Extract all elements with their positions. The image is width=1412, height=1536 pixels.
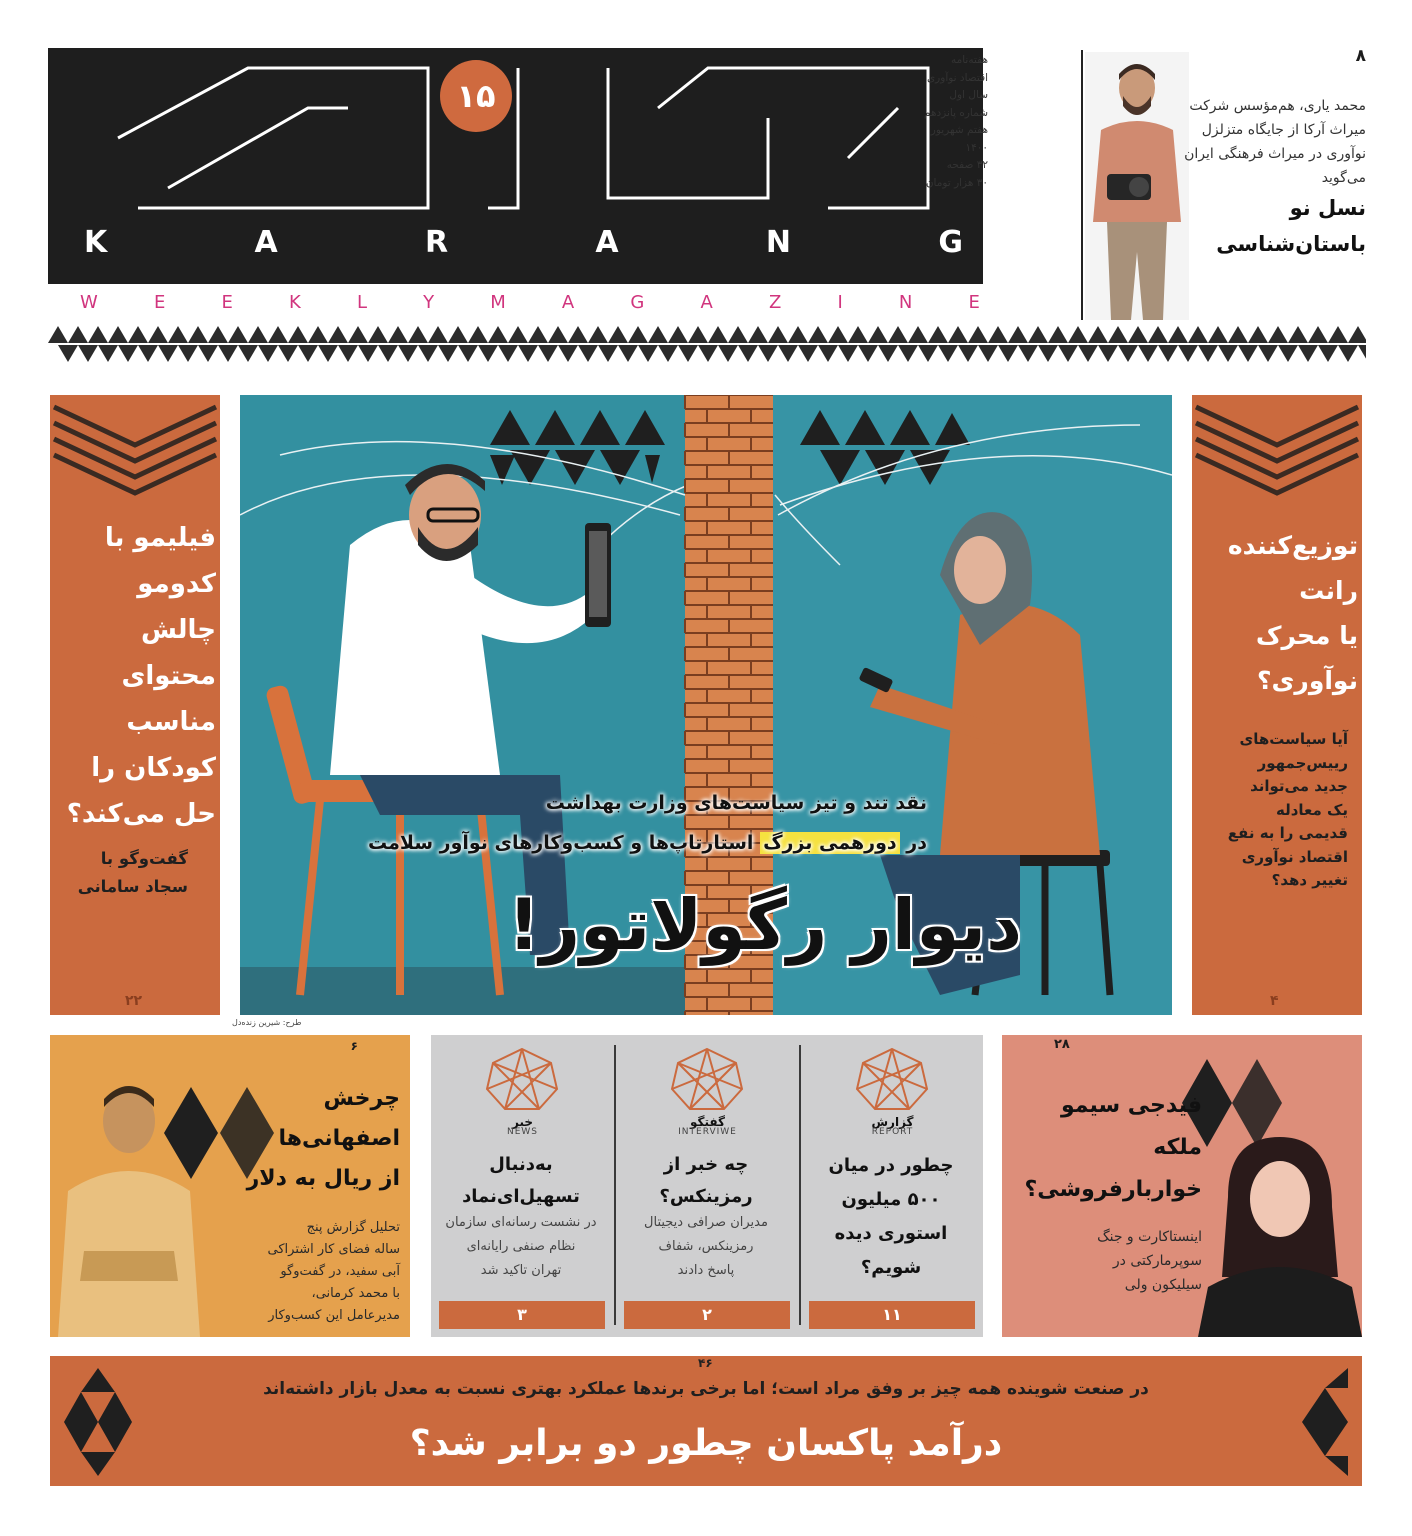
teaser-title-line: نسل نو	[1289, 196, 1366, 220]
left-story-panel[interactable]	[50, 395, 220, 1015]
banner-headline: درآمد پاکسان چطور دو برابر شد؟	[409, 1423, 1003, 1464]
news-sublabel: NEWS	[506, 1127, 539, 1137]
simo-title-line: خواربارفروشی؟	[1024, 1177, 1202, 1202]
simo-text-line: سیلیکون ولی	[1124, 1277, 1202, 1293]
tagline-letter: W	[80, 292, 98, 313]
interview-text-line: پاسخ دادند	[677, 1263, 735, 1278]
pakshoo-banner[interactable]	[50, 1356, 1362, 1486]
hero-kicker-post: استارتاپ‌ها و کسب‌وکارهای نوآور سلامت	[368, 832, 754, 854]
isfahan-text-line: ساله فضای کار اشتراکی	[267, 1242, 400, 1257]
tagline-letter: E	[153, 292, 166, 313]
illustration-credit: طرح: شیرین زنده‌دل	[232, 1018, 302, 1027]
simo-text-line: اینستاکارت و جنگ	[1097, 1229, 1202, 1245]
interview-column[interactable]	[616, 1035, 799, 1337]
right-panel-title	[1198, 523, 1358, 703]
logo-letter: N	[765, 225, 792, 260]
left-panel-page-number: ۲۲	[125, 993, 143, 1009]
hero-kicker-highlight: دورهمی بزرگ	[760, 832, 900, 854]
left-title-line: حل می‌کند؟	[66, 799, 216, 829]
logo-letter: K	[84, 225, 108, 260]
simo-text-line: سوپرمارکتی در	[1112, 1253, 1202, 1269]
interview-page-number: ۲	[624, 1301, 790, 1329]
report-title-line: چطور در میان	[828, 1155, 954, 1176]
left-title-line: کودکان را	[91, 753, 216, 783]
teaser-title[interactable]	[1166, 190, 1366, 262]
logo-letter: A	[254, 225, 278, 260]
right-panel-page-number: ۴	[1270, 993, 1279, 1009]
news-text-line: تهران تاکید شد	[480, 1263, 562, 1278]
meta-line: ۳۰ هزار تومان	[925, 176, 988, 189]
news-page-number: ۳	[439, 1301, 605, 1329]
tagline-letter: Z	[768, 292, 782, 313]
teaser-divider	[1081, 50, 1083, 320]
logo-letter: A	[595, 225, 619, 260]
triangle-pattern-icon	[1302, 1368, 1348, 1476]
tagline-letter: E	[968, 292, 980, 313]
teaser-title-line: باستان‌شناسی	[1216, 232, 1366, 256]
triangle-pattern-icon	[64, 1368, 134, 1476]
simo-title-line: ملکه	[1153, 1135, 1202, 1160]
fidji-simo-photo-icon	[1188, 1127, 1362, 1337]
tagline-letter: K	[288, 292, 301, 313]
report-title-line: ۵۰۰ میلیون	[841, 1189, 941, 1210]
right-sub-line: قدیمی را به نفع	[1227, 824, 1348, 842]
left-title-line: چالش	[140, 615, 216, 645]
geometric-news-icon	[485, 1047, 559, 1113]
report-title-line: شویم؟	[860, 1257, 922, 1278]
report-title-line: استوری دیده	[834, 1223, 948, 1244]
teaser-text: محمد یاری، هم‌مؤسس شرکت میراث آرکا از جایگاه متزلزل نوآوری در میراث فرهنگی ایران می‌گوید	[1184, 98, 1366, 186]
tagline-letter: G	[630, 292, 645, 313]
meta-line: شماره پانزدهم	[923, 106, 988, 119]
left-panel-subtitle	[58, 845, 188, 901]
right-sub-line: جدید می‌تواند	[1250, 777, 1348, 795]
meta-line: هفته‌نامه	[950, 54, 988, 66]
tagline-letter: L	[356, 292, 367, 313]
simo-story-box[interactable]	[1002, 1035, 1362, 1337]
report-column[interactable]	[801, 1035, 984, 1337]
report-title	[811, 1149, 971, 1285]
logo-letters	[48, 218, 983, 268]
hero-kicker	[367, 783, 927, 863]
isfahan-title-line: از ریال به دلار	[246, 1166, 400, 1191]
right-title-line: یا محرک	[1255, 621, 1358, 650]
right-sub-line: رییس‌جمهور	[1257, 753, 1348, 772]
isfahan-page-number: ۶	[350, 1039, 358, 1053]
weekly-magazine-tagline	[80, 289, 980, 317]
tagline-letter: A	[561, 292, 575, 313]
hero-kicker-pre: در	[906, 832, 927, 854]
simo-page-number: ۲۸	[1054, 1037, 1070, 1052]
meta-line: سال اول	[949, 89, 988, 101]
meta-line: ۱۴۰۰	[965, 141, 988, 154]
teaser-page-number: ۸	[1355, 46, 1366, 66]
tagline-letter: E	[221, 292, 233, 313]
meta-line: اقتصاد نوآوری	[926, 71, 988, 84]
report-sublabel: REPORT	[871, 1127, 914, 1137]
tagline-letter: M	[490, 292, 506, 313]
right-sub-line: تغییر دهد؟	[1271, 871, 1348, 889]
left-title-line: کدومو	[137, 569, 216, 599]
hero-kicker-line	[367, 823, 927, 863]
hero-kicker-line: نقد تند و تیز سیاست‌های وزارت بهداشت	[545, 792, 927, 814]
simo-title	[1012, 1085, 1202, 1211]
news-text	[441, 1211, 601, 1283]
left-sub-line: گفت‌وگو با	[100, 849, 188, 868]
news-label: خبر	[511, 1115, 533, 1129]
news-column[interactable]	[431, 1035, 614, 1337]
isfahan-title-line: اصفهانی‌ها	[278, 1126, 400, 1151]
news-title	[441, 1149, 601, 1213]
right-title-line: رانت	[1299, 576, 1358, 605]
chevron-pattern-icon	[50, 395, 220, 505]
issue-number-badge: ۱۵	[440, 60, 512, 132]
issue-meta	[878, 52, 988, 192]
tagline-letter: A	[700, 292, 713, 313]
isfahan-title-line: چرخش	[323, 1086, 400, 1111]
tagline-letter: Y	[423, 292, 435, 313]
interview-label: گفتگو	[689, 1115, 725, 1129]
news-text-line: در نشست رسانه‌ای سازمان	[445, 1215, 597, 1230]
chevron-pattern-icon	[1192, 395, 1362, 505]
news-title-line: تسهیل‌ای‌نماد	[462, 1186, 580, 1207]
meta-line: ۳۲ صفحه	[946, 159, 988, 171]
right-sub-line: آیا سیاست‌های	[1239, 730, 1348, 748]
news-text-line: نظام صنفی رایانه‌ای	[466, 1239, 576, 1254]
tagline-letter: I	[837, 292, 843, 313]
isfahan-text-line: آبی سفید، در گفت‌وگو	[280, 1264, 400, 1279]
isfahan-text-line: تحلیل گزارش پنج	[306, 1220, 400, 1235]
report-label: گزارش	[871, 1115, 914, 1129]
simo-text	[1012, 1225, 1202, 1297]
interview-text-line: مدیران صرافی دیجیتال	[644, 1215, 768, 1230]
banner-kicker: در صنعت شوینده همه چیز بر وفق مراد است؛ اما برخی برندها عملکرد بهتری نسبت به معدل بازار داشته‌اند	[263, 1379, 1149, 1399]
hero-headline: دیوار رگولاتور!	[507, 884, 1022, 966]
left-title-line: مناسب	[126, 707, 216, 737]
right-story-panel[interactable]	[1192, 395, 1362, 1015]
isfahan-text-line: مدیرعامل این کسب‌وکار	[268, 1308, 400, 1323]
right-panel-subtitle	[1198, 728, 1348, 893]
meta-line: هفتم شهریور	[930, 124, 988, 136]
banner-page-number: ۴۶	[698, 1356, 713, 1370]
right-title-line: توزیع‌کننده	[1227, 531, 1358, 560]
geometric-report-icon	[855, 1047, 929, 1113]
right-sub-line: اقتصاد نوآوری	[1241, 847, 1348, 866]
interview-text	[626, 1211, 786, 1283]
left-title-line: محتوای	[121, 661, 216, 691]
section-columns-box	[431, 1035, 983, 1337]
left-sub-line: سجاد سامانی	[77, 877, 188, 896]
report-page-number: ۱۱	[809, 1301, 975, 1329]
simo-title-line: فیدجی سیمو	[1060, 1093, 1202, 1118]
logo-letter: G	[938, 225, 963, 260]
right-sub-line: یک معادله	[1275, 800, 1348, 819]
interview-text-line: رمزینکس، شفاف	[658, 1239, 754, 1254]
geometric-interview-icon	[670, 1047, 744, 1113]
interview-title-line: چه خبر از	[663, 1154, 749, 1175]
isfahan-text	[210, 1217, 400, 1327]
logo-letter: R	[425, 225, 449, 260]
interview-title	[626, 1149, 786, 1213]
news-title-line: به‌دنبال	[489, 1154, 553, 1175]
interview-title-line: رمزینکس؟	[659, 1186, 753, 1207]
cover-story-hero[interactable]	[240, 395, 1172, 1015]
left-title-line: فیلیمو با	[104, 523, 216, 553]
isfahan-story-box[interactable]	[50, 1035, 410, 1337]
right-title-line: نوآوری؟	[1257, 666, 1358, 695]
isfahan-title	[200, 1079, 400, 1199]
tagline-letter: N	[898, 292, 913, 313]
left-panel-title	[58, 515, 216, 837]
triangle-pattern-strip	[48, 324, 1366, 364]
isfahan-text-line: با محمد کرمانی،	[311, 1286, 400, 1301]
interview-sublabel: INTERVIWE	[678, 1127, 737, 1137]
